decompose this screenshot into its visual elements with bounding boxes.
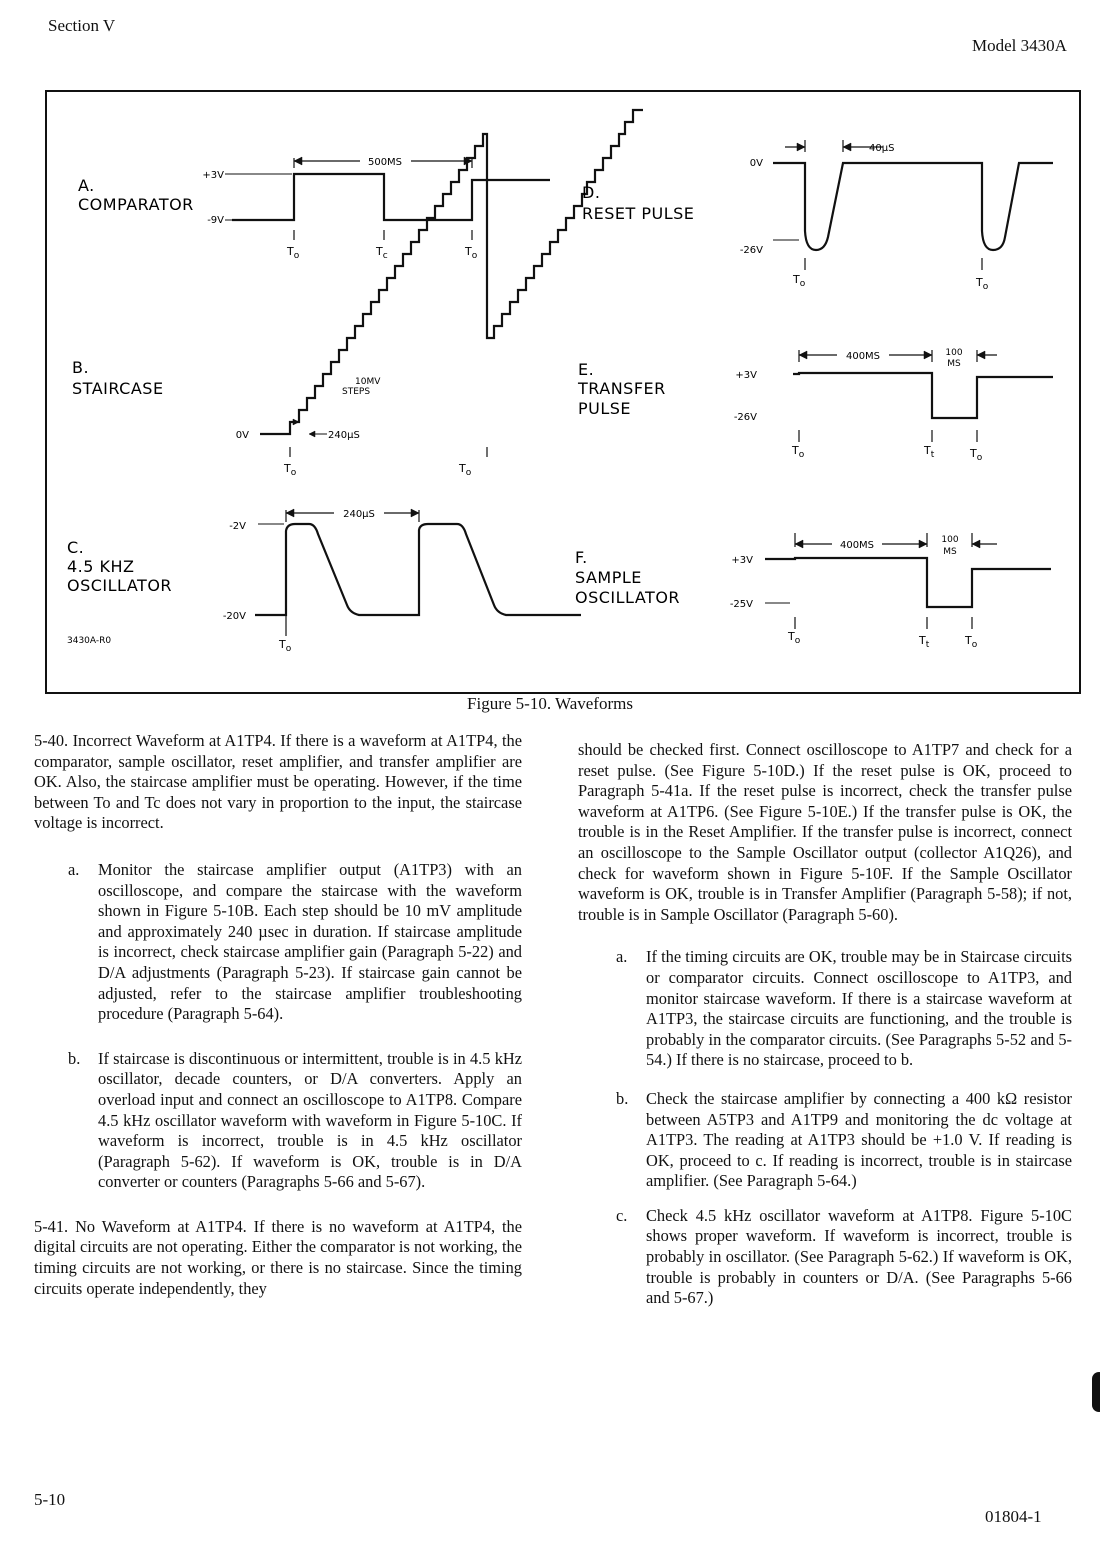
panel-b-steps-2: STEPS (342, 387, 371, 397)
panel-b-letter: B. (72, 358, 90, 377)
panel-a-period: 500MS (367, 157, 403, 168)
svg-text:Tt: $T_t$ (924, 444, 935, 460)
panel-f-span2-2: MS (943, 547, 957, 557)
paragraph-5-40: 5-40. Incorrect Waveform at A1TP4. If there is a waveform at A1TP4, the comparator, sample oscillator, reset amplifier, and transfer amplifier are OK. Also, the staircase amplifier must be operating. However, if the time between To and Tc does not vary in proportion to the input, the staircase voltage is incorrect. (34, 731, 522, 833)
item-text: Monitor the staircase amplifier output (A1TP3) with an oscilloscope, and compare the staircase with the waveform shown in Figure 5-10B. Each step should be 10 mV amplitude and approximately 240 µsec in duration. If staircase amplitude is incorrect, check staircase amplifier gain (Paragraph 5-22) and D/A adjustments (Paragraph 5-23). If staircase gain cannot be adjusted, refer to the staircase amplifier troubleshooting procedure (Paragraph 5-64). (98, 859, 522, 1024)
panel-b-steps-1: 10MV (355, 377, 381, 387)
svg-text:Tc: $T_c$ (376, 245, 388, 261)
paragraph-continued: should be checked first. Connect oscilloscope to A1TP7 and check for a reset pulse. (See Figure 5-10D.) If the reset pulse is OK, proceed to Paragraph 5-41a. If the reset pulse is incorrect, check the transfer pulse waveform at A1TP6. (See Figure 5-10E.) If the transfer pulse is OK, the trouble is in the Reset Amplifier. If the transfer pulse is incorrect, connect an oscilloscope to the Sample Oscillator output (collector A1Q26), and check for waveform shown in Figure 5-10F. If the Sample Oscillator waveform is OK, trouble is in Transfer Amplifier (Paragraph 5-58); if not, trouble is in Sample Oscillator (Paragraph 5-60). (578, 740, 1072, 924)
svg-text:To: $T_o$ (287, 245, 300, 261)
svg-text:To: $T_o$ (965, 634, 978, 650)
panel-a-vlow: -9V (207, 215, 224, 226)
panel-b-steptime: 240µS (328, 430, 360, 441)
panel-d-width: 40µS (869, 143, 895, 154)
svg-text:To: $T_o$ (788, 630, 801, 646)
panel-b-vlow: 0V (235, 430, 249, 441)
section-label: Section V (48, 16, 116, 35)
item-letter: b. (68, 1048, 81, 1068)
panel-e-vlow: -26V (733, 412, 757, 423)
transfer-pulse-waveform (793, 373, 1053, 418)
svg-text:To: $T_o$ (792, 444, 805, 460)
panel-f-name-1: SAMPLE (575, 568, 642, 587)
panel-e-name-2: PULSE (578, 399, 632, 418)
panel-c-letter: C. (67, 538, 85, 557)
panel-f-span2-1: 100 (941, 535, 959, 545)
panel-e-vhigh: +3V (735, 370, 757, 381)
list-item (616, 1089, 1072, 1192)
panel-e-span1: 400MS (845, 351, 881, 362)
left-column (34, 731, 522, 1299)
panel-d-vlow: -26V (739, 245, 763, 256)
svg-text:To: $T_o$ (465, 245, 478, 261)
panel-b-name: STAIRCASE (72, 379, 164, 398)
waveforms-figure (45, 90, 1081, 694)
panel-e-span2-2: MS (947, 359, 961, 369)
svg-text:To: $T_o$ (279, 638, 292, 654)
margin-change-bar (1092, 1372, 1100, 1412)
item-text: If the timing circuits are OK, trouble may be in Staircase circuits or comparator circuits. Connect oscilloscope to A1TP3, and monitor staircase waveform. If there is a staircase waveform at A1TP3, the staircase circuits are functioning, and the trouble is probably in the comparator circuits. (See Paragraphs 5-52 and 5-54.) If there is no staircase, proceed to b. (646, 947, 1072, 1070)
paragraph-5-41: 5-41. No Waveform at A1TP4. If there is no waveform at A1TP4, the digital circuits are not operating. Either the comparator is not working, the timing circuits are not working, or there is no staircase. Since the timing circuits operate independently, they (34, 1216, 522, 1298)
reset-pulse-waveform (773, 163, 1053, 250)
list-item (616, 1206, 1072, 1309)
sample-oscillator-waveform (765, 558, 1051, 607)
panel-c-period: 240µS (343, 509, 375, 520)
oscillator-waveform (255, 524, 581, 615)
panel-c-name-1: 4.5 KHZ (67, 557, 135, 576)
panel-a-vhigh: +3V (202, 170, 224, 181)
item-letter: a. (616, 947, 628, 967)
figure-caption: Figure 5-10. Waveforms (467, 694, 633, 713)
panel-d-name: RESET PULSE (582, 204, 695, 223)
waveforms-svg (47, 92, 1083, 696)
svg-text:To: $T_o$ (970, 447, 983, 463)
item-letter: b. (616, 1088, 629, 1108)
svg-text:To: $T_o$ (459, 462, 472, 478)
panel-f-name-2: OSCILLATOR (575, 588, 681, 607)
panel-f-vlow: -25V (729, 599, 753, 610)
panel-f-letter: F. (575, 548, 588, 567)
panel-d-letter: D. (582, 183, 601, 202)
list-item (68, 860, 522, 1025)
panel-a-letter: A. (78, 176, 95, 195)
item-text: Check 4.5 kHz oscillator waveform at A1TP8. Figure 5-10C shows proper waveform. If waveform is incorrect, trouble is probably in oscillator. (See Paragraph 5-62.) If waveform is OK, trouble is probably in counters or D/A. (See Paragraphs 5-66 and 5-67.) (646, 1205, 1072, 1308)
item-letter: c. (616, 1205, 628, 1225)
panel-e-name-1: TRANSFER (578, 379, 666, 398)
item-text: If staircase is discontinuous or intermittent, trouble is in 4.5 kHz oscillator, decade counters, or D/A converters. Apply an overload input and connect an oscilloscope to A1TP8. Compare 4.5 kHz oscillator waveform with waveform in Figure 5-10C. If waveform is incorrect, trouble is in 4.5 kHz oscillator (Paragraph 5-62). If waveform is OK, trouble is in D/A converter or counters (Paragraphs 5-66 and 5-67). (98, 1048, 522, 1192)
item-text: Check the staircase amplifier by connecting a 400 kΩ resistor between A5TP3 and A1TP9 and monitoring the dc voltage at A1TP3. The reading at A1TP3 should be +1.0 V. If reading is OK, proceed to c. If reading is incorrect, trouble is in staircase amplifier. (See Paragraph 5-64.) (646, 1088, 1072, 1191)
list-item (68, 1049, 522, 1193)
item-letter: a. (68, 859, 80, 879)
panel-c-vhigh: -2V (229, 521, 246, 532)
panel-a-name: COMPARATOR (78, 195, 194, 214)
document-number: 01804-1 (985, 1507, 1042, 1526)
page-number: 5-10 (34, 1490, 66, 1509)
panel-e-letter: E. (578, 360, 595, 379)
model-label: Model 3430A (972, 36, 1067, 55)
figure-id-code: 3430A-R0 (67, 636, 112, 646)
svg-text:To: $T_o$ (793, 273, 806, 289)
panel-c-vlow: -20V (222, 611, 246, 622)
svg-text:To: $T_o$ (284, 462, 297, 478)
panel-c-name-2: OSCILLATOR (67, 576, 173, 595)
comparator-waveform (232, 174, 550, 220)
panel-f-vhigh: +3V (731, 555, 753, 566)
right-column (578, 740, 1072, 1309)
panel-d-vhigh: 0V (749, 158, 763, 169)
list-item (616, 947, 1072, 1071)
svg-text:To: $T_o$ (976, 276, 989, 292)
panel-f-span1: 400MS (839, 540, 875, 551)
panel-e-span2-1: 100 (945, 348, 963, 358)
svg-text:Tt: $T_t$ (919, 634, 930, 650)
